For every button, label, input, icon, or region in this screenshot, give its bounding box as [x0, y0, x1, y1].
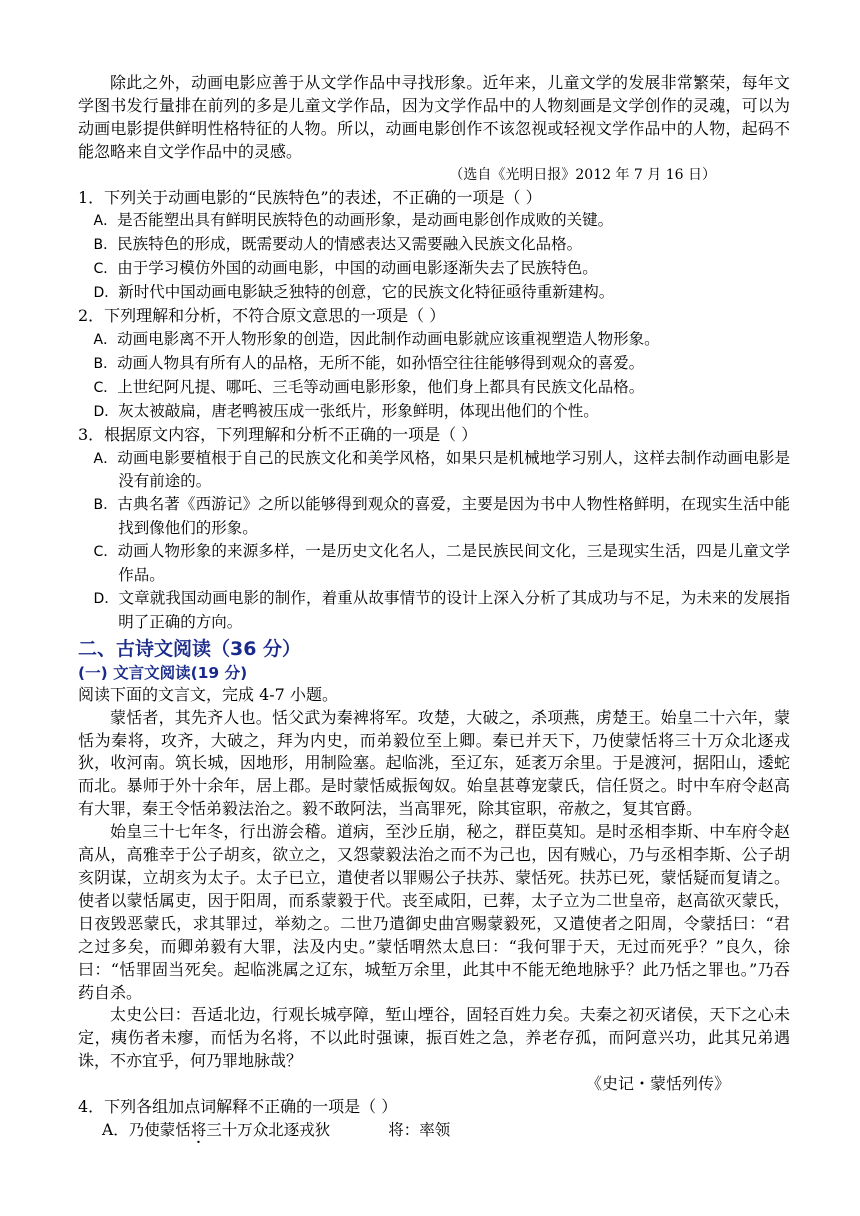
option-a: A．是否能塑出具有鲜明民族特色的动画形象，是动画电影创作成败的关键。 [93, 211, 614, 230]
option-d: D．灰太被敲扁，唐老鸭被压成一张纸片，形象鲜明，体现出他们的个性。 [93, 401, 599, 420]
option-b: B．民族特色的形成，既需要动人的情感表达又需要融入民族文化品格。 [93, 235, 583, 254]
passage-source: （选自《光明日报》2012 年 7 月 16 日） [449, 166, 716, 183]
option-d: D．文章就我国动画电影的制作，着重从故事情节的设计上深入分析了其成功与不足，为未来的发展指明了正确的方向。 [93, 588, 791, 631]
option-gloss: 将：率领 [388, 1120, 451, 1139]
option-c: C．动画人物形象的来源多样，一是历史文化名人，二是民族民间文化，三是现实生活，四是儿童文学作品。 [93, 542, 790, 585]
passage-paragraph: 除此之外，动画电影应善于从文学作品中寻找形象。近年来，儿童文学的发展非常繁荣，每年文学图书发行量排在前列的多是儿童文学作品，因为文学作品中的人物刻画是文学创作的灵魂，可以为动画电影提供鲜明性格特征的人物。所以，动画电影创作不该忽视或轻视文学作品中的人物，起码不能忽略来自文学作品中的灵感。 [78, 73, 790, 161]
reading-instruction: 阅读下面的文言文，完成 4-7 小题。 [78, 684, 338, 704]
option-b: B．动画人物具有所有人的品格，无所不能，如孙悟空往往能够得到观众的喜爱。 [93, 353, 645, 372]
classical-paragraph-3: 太史公曰：吾适北边，行观长城亭障，堑山堙谷，固轻百姓力矣。夫秦之初灭诸侯，天下之心未定，痍伤者未瘳，而恬为名将，不以此时强谏，振百姓之急，养老存孤，而阿意兴功，此其兄弟遇诛，不亦宜乎，何乃罪地脉哉？ [78, 1005, 790, 1071]
option-c: C．由于学习模仿外国的动画电影，中国的动画电影逐渐失去了民族特色。 [93, 259, 598, 278]
question-4 [78, 1096, 790, 1142]
option-d: D．新时代中国动画电影缺乏独特的创意，它的民族文化特征亟待重新建构。 [93, 283, 615, 302]
option-a: A．动画电影要植根于自己的民族文化和美学风格，如果只是机械地学习别人，这样去制作动画电影是没有前途的。 [93, 448, 790, 491]
classical-source: 《史记・蒙恬列传》 [585, 1074, 730, 1094]
question-3 [78, 424, 790, 634]
classical-paragraph-2: 始皇三十七年冬，行出游会稽。道病，至沙丘崩，秘之，群臣莫知。是时丞相李斯、中车府令赵高从，高雅幸于公子胡亥，欲立之，又怨蒙毅法治之而不为己也，因有贼心，乃与丞相李斯、公子胡亥阴谋，立胡亥为太子。太子已立，遣使者以罪赐公子扶苏、蒙恬死。扶苏已死，蒙恬疑而复请之。使者以蒙恬属吏，因于阳周，而系蒙毅于代。丧至咸阳，已葬，太子立为二世皇帝，赵高欲灭蒙氏，日夜毁恶蒙氏，求其罪过，举劾之。二世乃遣御史曲宫赐蒙毅死，又遣使者之阳周，令蒙括曰：“君之过多矣，而卿弟毅有大罪，法及内史。”蒙恬喟然太息曰：“我何罪于天，无过而死乎？”良久，徐曰：“恬罪固当死矣。起临洮属之辽东，城堑万余里，此其中不能无绝地脉乎？此乃恬之罪也。”乃吞药自杀。 [78, 822, 790, 1002]
section-heading: 二、古诗文阅读（36 分） [78, 637, 302, 660]
question-stem: 2．下列理解和分析，不符合原文意思的一项是（ ） [78, 306, 446, 326]
question-stem: 3．根据原文内容，下列理解和分析不正确的一项是（ ） [78, 424, 478, 444]
classical-paragraph-1: 蒙恬者，其先齐人也。恬父武为秦裨将军。攻楚，大破之，杀项燕，虏楚王。始皇二十六年，蒙恬为秦将，攻齐，大破之，拜为内史，而弟毅位至上卿。秦已并天下，乃使蒙恬将三十万众北逐戎狄，收河南。筑长城，因地形，用制险塞。起临洮，至辽东，延袤万余里。于是渡河，据阳山，逶蛇而北。暴师于外十余年，居上郡。是时蒙恬威振匈奴。始皇甚尊宠蒙氏，信任贤之。时中车府令赵高有大罪，秦王令恬弟毅法治之。毅不敢阿法，当高罪死，除其宦职，帝赦之，复其官爵。 [78, 707, 790, 819]
emphasis-dot-word: 将 [190, 1120, 207, 1139]
question-stem: 1．下列关于动画电影的“民族特色”的表述，不正确的一项是（ ） [78, 187, 542, 207]
question-2 [78, 305, 790, 424]
option-a: A．动画电影离不开人物形象的创造，因此制作动画电影就应该重视塑造人物形象。 [93, 329, 660, 348]
exam-page [78, 72, 790, 1142]
option-a: A．乃使蒙恬将三十万众北逐戎狄 将：率领 [78, 1119, 790, 1142]
subsection-heading: (一) 文言文阅读(19 分) [78, 663, 248, 682]
option-b: B．古典名著《西游记》之所以能够得到观众的喜爱，主要是因为书中人物性格鲜明，在现实生活中能找到像他们的形象。 [93, 495, 790, 538]
question-1 [78, 187, 790, 306]
question-stem: 4．下列各组加点词解释不正确的一项是（ ） [78, 1097, 398, 1117]
option-c: C．上世纪阿凡提、哪吒、三毛等动画电影形象，他们身上都具有民族文化品格。 [93, 377, 645, 396]
